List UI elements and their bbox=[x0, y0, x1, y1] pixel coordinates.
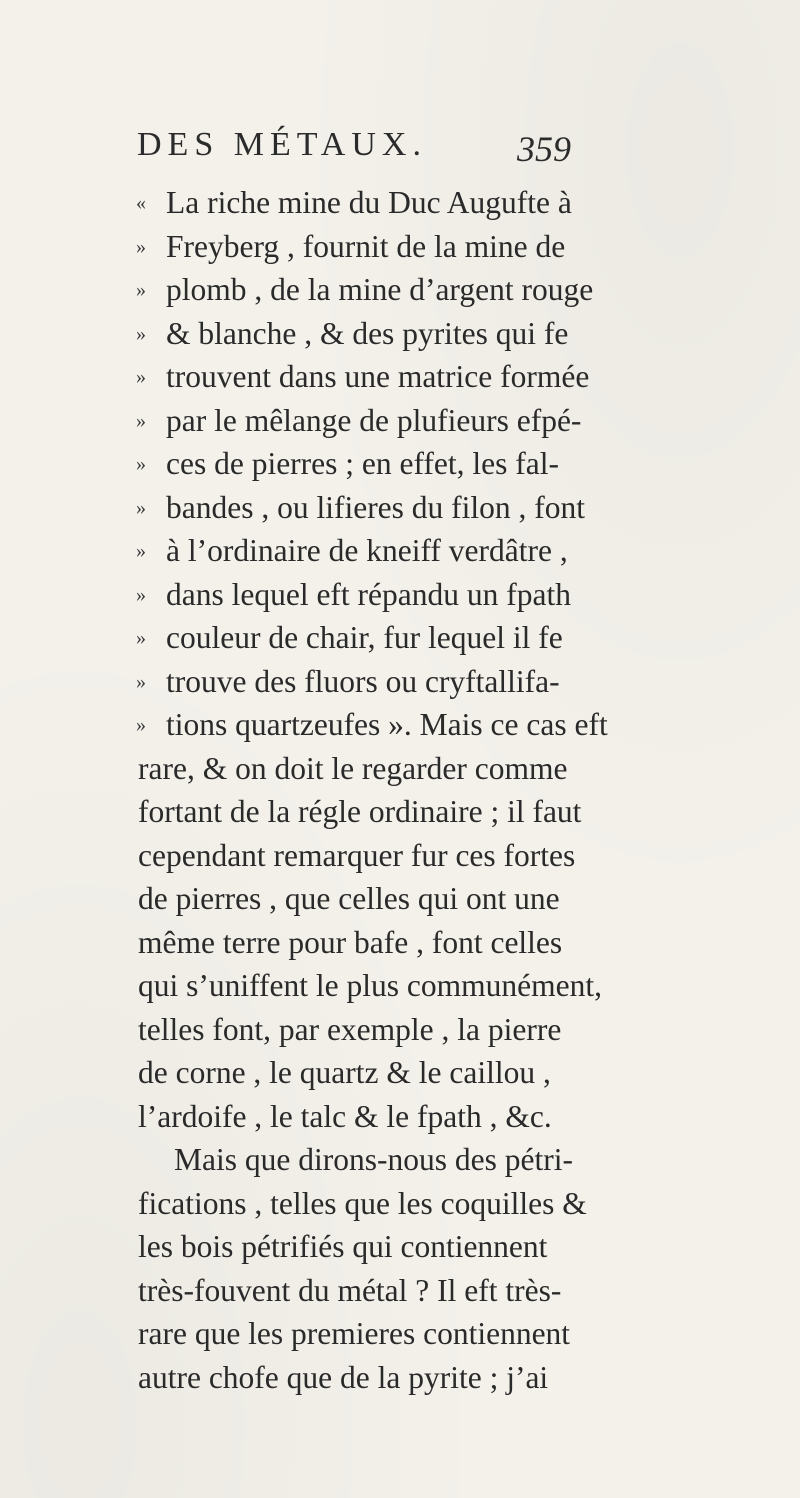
text-line bbox=[136, 443, 559, 485]
line-text: de corne , le quartz & le caillou , bbox=[138, 1055, 551, 1090]
quotation-marker: « bbox=[136, 192, 146, 214]
quotation-marker: » bbox=[136, 627, 146, 649]
quotation-marker: » bbox=[136, 322, 146, 345]
quotation-marker: » bbox=[136, 279, 146, 301]
text-line bbox=[138, 965, 602, 1007]
line-text: cependant remarquer fur ces fortes bbox=[138, 837, 576, 873]
quotation-marker: » bbox=[136, 670, 146, 693]
text-line bbox=[136, 704, 608, 746]
text-line bbox=[174, 1139, 573, 1181]
line-text: qui s’uniffent le plus communément, bbox=[138, 968, 602, 1003]
line-text: dans lequel eft répandu un fpath bbox=[166, 576, 571, 612]
text-line bbox=[138, 1357, 548, 1399]
quotation-marker: » bbox=[136, 453, 146, 475]
line-text: La riche mine du Duc Augufte à bbox=[166, 185, 572, 220]
text-line bbox=[136, 617, 563, 659]
text-line bbox=[136, 182, 572, 224]
quotation-marker: » bbox=[136, 540, 146, 562]
line-text: couleur de chair, fur lequel il fe bbox=[166, 620, 563, 655]
line-text: à l’ordinaire de kneiff verdâtre , bbox=[166, 533, 568, 568]
line-text: plomb , de la mine d’argent rouge bbox=[166, 272, 594, 307]
line-text: fications , telles que les coquilles & bbox=[138, 1185, 587, 1221]
text-line bbox=[138, 835, 575, 877]
quotation-marker: » bbox=[136, 235, 146, 258]
line-text: bandes , ou lifieres du filon , font bbox=[166, 489, 586, 525]
line-text: fortant de la régle ordinaire ; il faut bbox=[138, 794, 582, 829]
text-line bbox=[136, 487, 586, 529]
line-text: tions quartzeufes ». Mais ce cas eft bbox=[166, 707, 608, 742]
text-line bbox=[138, 791, 581, 833]
line-text: l’ardoife , le talc & le fpath , &c. bbox=[138, 1098, 552, 1134]
text-line bbox=[138, 1313, 570, 1355]
text-line bbox=[138, 1096, 552, 1138]
text-line bbox=[136, 356, 590, 398]
line-text: autre chofe que de la pyrite ; j’ai bbox=[138, 1359, 549, 1395]
line-text: rare que les premieres contiennent bbox=[138, 1316, 571, 1351]
line-text: trouvent dans une matrice formée bbox=[166, 359, 590, 394]
line-text: les bois pétrifiés qui contiennent bbox=[138, 1229, 548, 1264]
text-line bbox=[138, 748, 567, 790]
text-line bbox=[138, 878, 560, 920]
text-line bbox=[138, 1052, 551, 1094]
text-line bbox=[136, 269, 594, 311]
text-line bbox=[138, 1270, 561, 1312]
line-text: de pierres , que celles qui ont une bbox=[138, 881, 560, 916]
text-line bbox=[136, 400, 582, 442]
line-text: même terre pour bafe , font celles bbox=[138, 924, 563, 960]
text-line bbox=[136, 661, 560, 703]
page-number: 359 bbox=[517, 129, 571, 169]
line-text: Freyberg , fournit de la mine de bbox=[166, 228, 566, 264]
quotation-marker: » bbox=[136, 714, 146, 736]
line-text: par le mêlange de plufieurs efpé- bbox=[166, 402, 582, 438]
running-head: DES MÉTAUX. bbox=[137, 126, 427, 163]
line-text: telles font, par exemple , la pierre bbox=[138, 1011, 562, 1047]
text-line bbox=[138, 1226, 547, 1268]
text-line bbox=[138, 1183, 587, 1225]
text-line bbox=[136, 530, 568, 572]
line-text: & blanche , & des pyrites qui fe bbox=[166, 315, 569, 351]
quotation-marker: » bbox=[136, 496, 146, 519]
quotation-marker: » bbox=[136, 583, 146, 606]
line-text: rare, & on doit le regarder comme bbox=[138, 750, 568, 786]
text-line bbox=[138, 922, 562, 964]
text-line bbox=[136, 313, 569, 355]
text-line bbox=[136, 226, 566, 268]
text-line bbox=[138, 1009, 561, 1051]
line-text: ces de pierres ; en effet, les fal- bbox=[166, 446, 559, 481]
line-text: Mais que dirons-nous des pétri- bbox=[174, 1142, 573, 1177]
line-text: très-fouvent du métal ? Il eft très- bbox=[138, 1272, 562, 1308]
quotation-marker: » bbox=[136, 409, 146, 432]
quotation-marker: » bbox=[136, 366, 146, 388]
text-line bbox=[136, 574, 571, 616]
line-text: trouve des fluors ou cryftallifa- bbox=[166, 663, 560, 699]
page-header bbox=[137, 126, 657, 182]
